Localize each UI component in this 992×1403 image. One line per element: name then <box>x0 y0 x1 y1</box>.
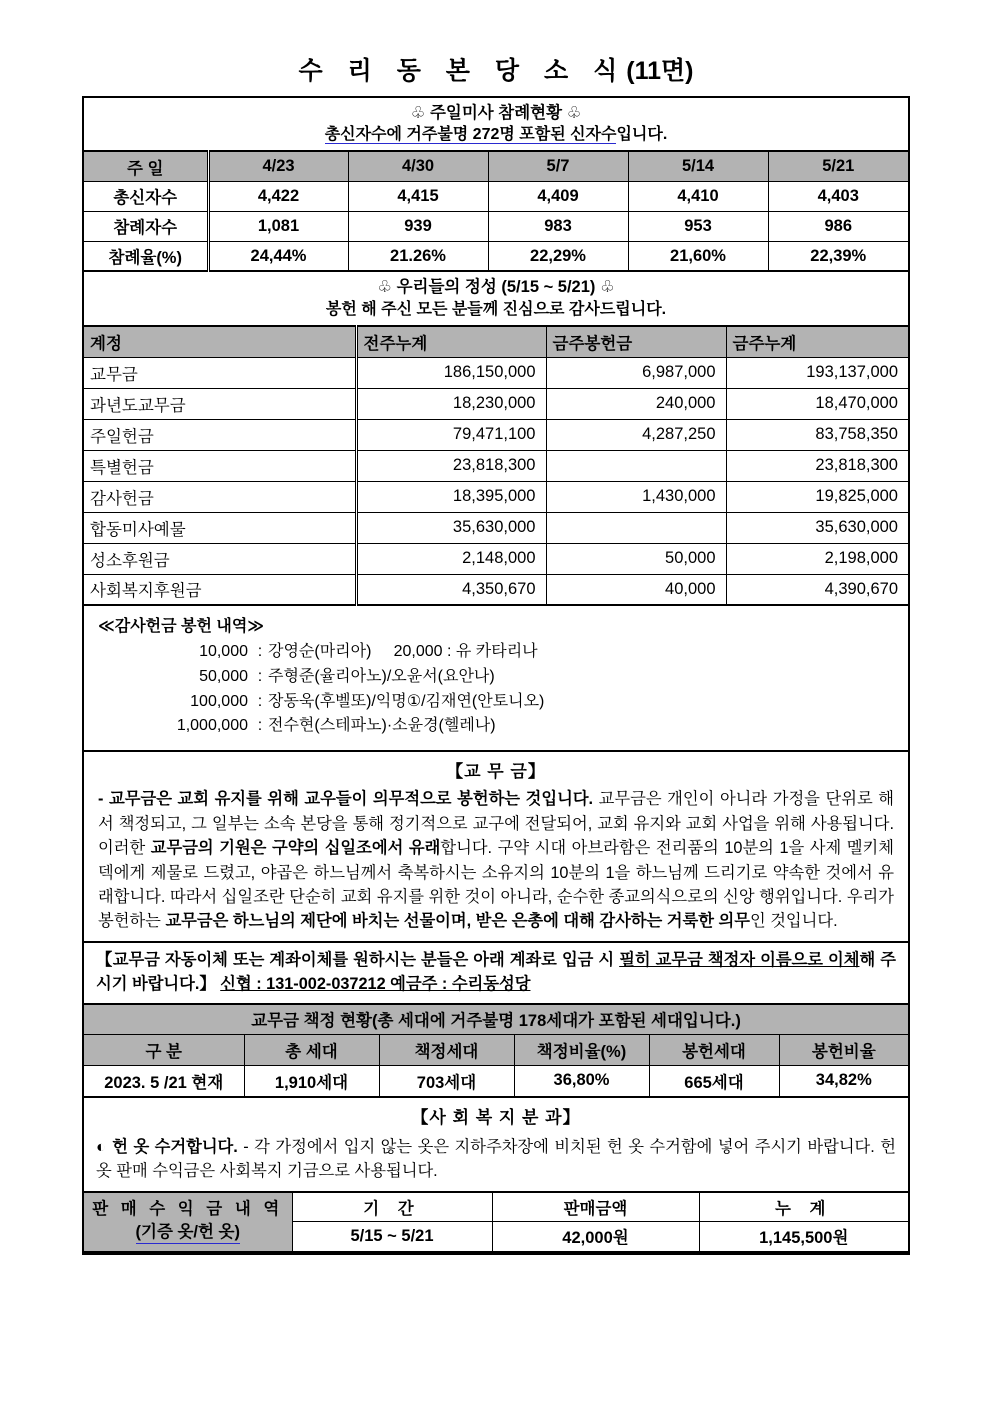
offerings-total: 35,630,000 <box>726 512 908 543</box>
household-cell: 36,80% <box>514 1066 649 1097</box>
thanks-amount: 1,000,000 <box>176 717 248 735</box>
notice-account-info: 신협 : 131-002-037212 예금주 : 수리동성당 <box>220 975 531 994</box>
offerings-prev: 23,818,300 <box>356 450 546 481</box>
thanks-amount: 50,000 <box>199 667 248 685</box>
offerings-banner-note: 봉헌 해 주신 모든 분들께 진심으로 감사드립니다. <box>325 300 667 318</box>
table-row <box>84 181 908 211</box>
attendance-cell: 939 <box>348 211 488 241</box>
attendance-header-cell: 5/7 <box>488 151 628 181</box>
attendance-cell: 22,29% <box>488 241 628 271</box>
offerings-prev: 18,230,000 <box>356 388 546 419</box>
offerings-total: 19,825,000 <box>726 481 908 512</box>
attendance-note-underlined: 총신자수에 거주불명 272명 포함된 신자수 <box>324 125 617 143</box>
table-header-row <box>84 326 908 357</box>
attendance-header-cell: 4/23 <box>208 151 348 181</box>
attendance-header-cell: 5/14 <box>628 151 768 181</box>
table-row <box>84 512 908 543</box>
offerings-prev: 186,150,000 <box>356 357 546 388</box>
offerings-account: 감사헌금 <box>84 481 356 512</box>
table-header-row <box>84 1192 908 1222</box>
list-item <box>98 690 894 715</box>
page-title-suffix: (11면) <box>626 57 694 85</box>
household-cell: 665세대 <box>649 1066 779 1097</box>
table-row <box>84 388 908 419</box>
offerings-week: 240,000 <box>546 388 726 419</box>
thanks-names: 주형준(율리아노)/오윤서(요안나) <box>268 667 495 685</box>
household-header-cell: 책정비율(%) <box>514 1035 649 1066</box>
sales-header-period-text: 기 간 <box>363 1199 421 1218</box>
attendance-cell: 983 <box>488 211 628 241</box>
thanks-colon: : <box>257 692 263 710</box>
content-frame <box>82 96 910 1255</box>
welfare-bold-lead: ◐ 헌 옷 수거합니다. <box>96 1137 238 1156</box>
offerings-total: 193,137,000 <box>726 357 908 388</box>
sales-cell: 42,000원 <box>492 1222 699 1252</box>
attendance-cell: 4,415 <box>348 181 488 211</box>
attendance-cell: 953 <box>628 211 768 241</box>
offerings-prev: 4,350,670 <box>356 574 546 605</box>
attendance-cell: 4,403 <box>768 181 908 211</box>
thanksgiving-heading: ≪감사헌금 봉헌 내역≫ <box>98 618 265 636</box>
offerings-prev: 18,395,000 <box>356 481 546 512</box>
attendance-note-tail: 입니다. <box>616 125 668 143</box>
household-header-cell: 총 세대 <box>244 1035 379 1066</box>
offerings-header-week <box>546 326 726 357</box>
household-header-cell: 봉헌비율 <box>779 1035 908 1066</box>
offerings-account: 특별헌금 <box>84 450 356 481</box>
dues-plain-2: 합니다. 구약 시대 아브라함은 전리품의 10분의 1을 사제 멜키체덱에게 제물로 드렸고, 야곱은 하느님께서 축복하시는 소유지의 10분의 1을 하느님께 드리기로 약속한 것에서 유래합니다. 따라서 십일조란 단순히 교회 유지를 위한 것이 아니라, 순수한 종교의식으로의 신앙 행위입니다. 우리가 봉헌하는 <box>98 839 895 931</box>
table-row <box>84 419 908 450</box>
dues-bold-1: - 교무금은 교회 유지를 위해 교우들이 의무적으로 봉헌하는 것입니다. <box>98 790 594 809</box>
attendance-cell: 24,44% <box>208 241 348 271</box>
dues-plain-3: 인 것입니다. <box>749 912 838 931</box>
offerings-account: 사회복지후원금 <box>84 574 356 605</box>
table-row <box>84 574 908 605</box>
list-item <box>98 640 894 665</box>
offerings-header-prev <box>356 326 546 357</box>
offerings-table <box>84 325 908 606</box>
offerings-header-total <box>726 326 908 357</box>
attendance-cell: 4,409 <box>488 181 628 211</box>
attendance-cell: 21.26% <box>348 241 488 271</box>
attendance-cell: 4,410 <box>628 181 768 211</box>
attendance-row-label: 참례자수 <box>84 211 208 241</box>
thanks-amount: 10,000 <box>199 643 248 661</box>
household-cell: 34,82% <box>779 1066 908 1097</box>
offerings-account: 주일헌금 <box>84 419 356 450</box>
attendance-banner-note <box>90 124 902 146</box>
offerings-banner <box>84 272 908 325</box>
household-header-cell: 책정세대 <box>379 1035 514 1066</box>
sales-header-cell: 판매금액 <box>492 1192 699 1222</box>
offerings-total: 83,758,350 <box>726 419 908 450</box>
household-cell: 2023. 5 /21 현재 <box>84 1066 244 1097</box>
attendance-cell: 4,422 <box>208 181 348 211</box>
attendance-row-label: 참례율(%) <box>84 241 208 271</box>
dues-plain-1: 교무금은 개인이 아니라 가정을 단위로 해서 책정되고, 그 일부는 소속 본당을 통해 정기적으로 교구에 전달되어, 교회 유지와 교회 사업을 위해 사용됩니다. 이러한 <box>98 790 895 858</box>
household-banner: 교무금 책정 현황(총 세대에 거주불명 178세대가 포함된 세대입니다.) <box>84 1004 908 1035</box>
offerings-prev: 79,471,100 <box>356 419 546 450</box>
attendance-row-label: 총신자수 <box>84 181 208 211</box>
offerings-week: 40,000 <box>546 574 726 605</box>
household-header-cell: 구 분 <box>84 1035 244 1066</box>
offerings-header-total-text: 금주누계 <box>732 334 797 353</box>
sales-label-line1: 판 매 수 익 금 내 역 <box>92 1200 284 1219</box>
offerings-week: 1,430,000 <box>546 481 726 512</box>
household-cell: 703세대 <box>379 1066 514 1097</box>
sales-table <box>84 1191 908 1253</box>
attendance-table <box>84 150 908 272</box>
thanks-amount: 100,000 <box>190 692 248 710</box>
list-item <box>98 665 894 690</box>
offerings-header-account-text: 계정 <box>90 334 122 353</box>
offerings-banner-title: ♧ 우리들의 정성 (5/15 ~ 5/21) ♧ <box>377 278 615 297</box>
attendance-cell: 986 <box>768 211 908 241</box>
sales-header-cell <box>292 1192 492 1222</box>
thanks-colon: : <box>257 643 263 661</box>
attendance-banner <box>84 98 908 151</box>
table-row <box>84 481 908 512</box>
offerings-total: 2,198,000 <box>726 543 908 574</box>
welfare-body: - 각 가정에서 입지 않는 옷은 지하주차장에 비치된 헌 옷 수거함에 넣어 주시기 바랍니다. 헌 옷 판매 수익금은 사회복지 기금으로 사용됩니다. <box>96 1137 896 1181</box>
offerings-header-account <box>84 326 356 357</box>
attendance-header-cell: 5/21 <box>768 151 908 181</box>
welfare-paragraph <box>84 1132 908 1191</box>
offerings-prev: 35,630,000 <box>356 512 546 543</box>
dues-heading: 【교 무 금】 <box>84 750 908 786</box>
transfer-notice <box>84 941 908 1003</box>
thanks-names: 강영순(마리아) 20,000 : 유 카타리나 <box>268 643 538 661</box>
attendance-cell: 22,39% <box>768 241 908 271</box>
sales-header-cell <box>699 1192 908 1222</box>
attendance-header-cell: 4/30 <box>348 151 488 181</box>
table-row <box>84 1066 908 1097</box>
thanks-names: 전수현(스테파노)·소윤경(헬레나) <box>268 717 496 735</box>
table-header-row <box>84 1035 908 1066</box>
attendance-cell: 1,081 <box>208 211 348 241</box>
offerings-week <box>546 512 726 543</box>
thanks-names: 장동욱(후벨또)/익명①/김재연(안토니오) <box>268 692 545 710</box>
thanksgiving-detail <box>84 606 908 750</box>
offerings-week: 4,287,250 <box>546 419 726 450</box>
list-item <box>98 714 894 739</box>
welfare-heading: 【사 회 복 지 분 과】 <box>411 1107 581 1127</box>
table-row <box>84 543 908 574</box>
offerings-week: 6,987,000 <box>546 357 726 388</box>
attendance-header-cell: 주 일 <box>84 151 208 181</box>
offerings-prev: 2,148,000 <box>356 543 546 574</box>
offerings-week: 50,000 <box>546 543 726 574</box>
offerings-total: 18,470,000 <box>726 388 908 419</box>
sales-cell: 5/15 ~ 5/21 <box>292 1222 492 1252</box>
offerings-total: 23,818,300 <box>726 450 908 481</box>
table-header-row <box>84 151 908 181</box>
offerings-header-prev-text: 전주누계 <box>363 334 428 353</box>
dues-bold-2: 교무금의 기원은 구약의 십일조에서 유래 <box>150 839 441 858</box>
offerings-account: 교무금 <box>84 357 356 388</box>
notice-underline-1: 필히 교무금 책정자 이름으로 이체 <box>619 950 860 969</box>
offerings-week <box>546 450 726 481</box>
offerings-account: 합동미사예물 <box>84 512 356 543</box>
offerings-total: 4,390,670 <box>726 574 908 605</box>
dues-bold-3: 교무금은 하느님의 제단에 바치는 선물이며, 받은 은총에 대해 감사하는 거룩한 의무 <box>165 912 750 931</box>
household-table <box>84 1003 908 1098</box>
sales-label-cell <box>84 1192 292 1252</box>
notice-text-2: 해 주시기 바랍니다.】 <box>96 950 896 994</box>
table-row <box>84 357 908 388</box>
sales-label-line2: (기증 옷/헌 옷) <box>136 1222 240 1244</box>
dues-paragraph <box>84 786 908 941</box>
thanks-colon: : <box>257 717 263 735</box>
table-banner-row <box>84 1004 908 1035</box>
page-title <box>0 0 992 96</box>
sales-cell: 1,145,500원 <box>699 1222 908 1252</box>
attendance-cell: 21,60% <box>628 241 768 271</box>
page-title-main: 수 리 동 본 당 소 식 <box>298 57 627 85</box>
household-header-cell: 봉헌세대 <box>649 1035 779 1066</box>
table-row <box>84 450 908 481</box>
notice-text-1: 【교무금 자동이체 또는 계좌이체를 원하시는 분들은 아래 계좌로 입금 시 <box>96 950 620 969</box>
offerings-account: 과년도교무금 <box>84 388 356 419</box>
offerings-header-week-text: 금주봉헌금 <box>552 334 633 353</box>
offerings-account: 성소후원금 <box>84 543 356 574</box>
table-row <box>84 211 908 241</box>
household-cell: 1,910세대 <box>244 1066 379 1097</box>
thanks-colon: : <box>257 667 263 685</box>
attendance-banner-title: ♧ 주일미사 참례현황 ♧ <box>410 103 582 122</box>
table-row <box>84 241 908 271</box>
sales-header-total-text: 누 계 <box>775 1199 833 1218</box>
